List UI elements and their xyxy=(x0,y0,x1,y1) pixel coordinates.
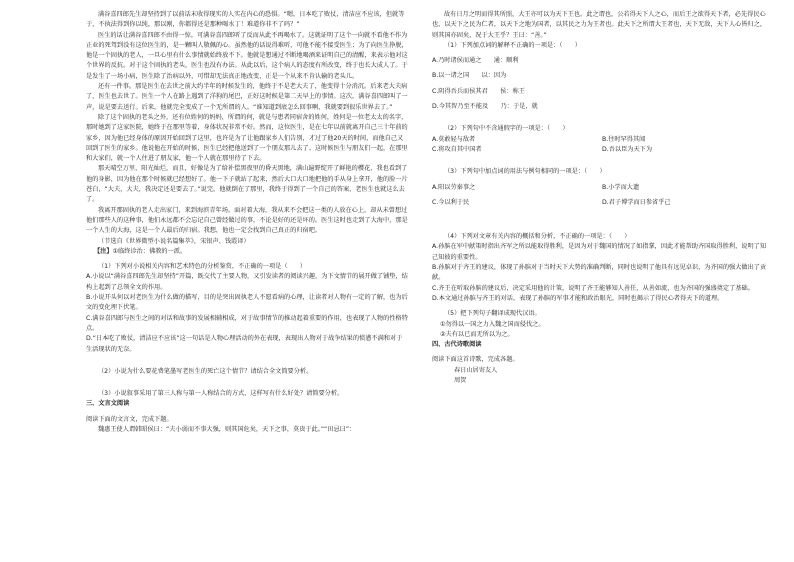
option-a: A.孙膑在军中献策时指出齐军之所以能取得胜利，是因为对于魏国的情况了如指掌，因此才能帮助齐国取得胜利，说明了知己知彼的重要性。 xyxy=(432,243,767,261)
option-a: A.莫敢轻与敌者 xyxy=(432,135,476,143)
option-c: C.满谷喜四郎与医生之间的对话和故事的发展相辅相成，对于故事情节的推动起着重要的作用，也表现了人物的性格特点。 xyxy=(86,314,408,332)
options-row xyxy=(432,183,772,193)
poem-title: 春日山居寄友人 xyxy=(454,366,498,374)
translate-item: ②夫有以已而无所以为之。 xyxy=(440,330,514,338)
story-source: （节选自《世界微型小说名篇集萃》，宋银声、钱霞译） xyxy=(98,237,250,245)
story-paragraph: 我离开那固执的老人走出家门，来到海滨青年场。面对着大海，我从来不会把这一类的人放在心上，却从未曾想过他们那些人的这种事，他们永远都不会忘记自己曾经做过的事，不论是好的还是坏的。医生这时也走到了大海中，那是一个人生的大海，这是一个人最后的归宿。我想，他也一定会找到自己真正的归宿吧。 xyxy=(86,206,408,235)
question-3: （3）下列句中加点词的用法与例句相同的一项是：（ ） xyxy=(444,168,606,176)
story-paragraph: 医生的话让满谷喜四郎不由得一惊。可满谷喜四郎听了反而从此不再喝水了。这就证明了这个一向就不看他不作为正业的死驾到没有这位医生的，是一颗叫人敬佩的心。虽然他的话说得难听，可他不能不接受医生；为了向医生挣脱，他是一个固执的老人，一旦心里有什么事情就始终放不下。他就是想通过不断地喝酒来证明自己的清醒，来表示他对这个世界的反抗。对于这个固执的老头，医生也没有办法。从此以后，这个病人的态度有所改变，终于也长大成人了。于是发生了一场小病，医生除了治病以外，可惜却无法真正地改变，正是一个从来不肯认输的老头儿。 xyxy=(86,31,408,80)
option-b: B.以一诸之国 以：因为 xyxy=(432,72,507,80)
option-c: C.阴得吾兵而侯其君 侯：称王 xyxy=(432,87,525,95)
option-d: D.君子博学而日参省乎己 xyxy=(602,198,671,206)
option-a: A.乃时诸侯而通之 通：顺利 xyxy=(432,57,519,65)
question-2: （2）下列句中不含通假字的一项是：（ ） xyxy=(444,125,569,133)
story-paragraph: 满谷喜四郎先生却坚持到了以前话末收得现实的人实在内心的恐惧。“嗯，日本吃了败仗，清洁应不应该，但就等于，不执法得到你以纯，那以刚，你都得还是那种喝水丁！难道你非不了吗？” xyxy=(86,11,405,29)
right-column xyxy=(432,10,772,386)
options-row xyxy=(432,198,772,208)
option-d: D.本文通过孙膑与齐王的对话，表现了孙膑的军事才能和政治眼光，同时也揭示了得民心者得天下的道理。 xyxy=(432,294,724,302)
section-heading: 三、文言文阅读 xyxy=(86,400,130,408)
question-1: （1）下列加点词的解释不正确的一项是：（ ） xyxy=(444,41,581,49)
option-b: B.小学而大遗 xyxy=(602,183,640,191)
question-5: （5）把下列句子翻译成现代汉语。 xyxy=(444,310,541,318)
option-d: D.“日本吃了败仗，清洁应不应该”这一句话是人物心理活动的外在表现，表现出人物对于战争结果的愤懑不满和对于生活现状的无奈。 xyxy=(86,335,403,353)
section-heading: 四、古代诗歌阅读 xyxy=(432,341,482,349)
option-c: C.齐王在听取孙膑的建议后，决定采用他的计策，说明了齐王能够知人善任，从善如流，也为齐国的强盛奠定了基础。 xyxy=(432,284,754,292)
option-c: C.今以利于民 xyxy=(432,198,470,206)
poem-intro: 阅读下面这首诗歌，完成各题。 xyxy=(432,356,519,364)
left-column xyxy=(86,10,408,435)
passage-text: 故有日月之明而得其所照，大王亦可以为天下王也。此之谓也，公若得天下人之心，而后王之欲得天下者，必先得民心也，以天下之民为仁者，以天下之地为国者，以其民之力为王者也。此天下之所谓大王者也，天下无敌，天下人心皆归之，则其国亦固矣，况于大王乎？王曰：“善。” xyxy=(432,11,767,39)
options-row xyxy=(432,145,772,155)
story-note xyxy=(86,247,408,257)
note-text: ①临终诊治：佛教的一派。 xyxy=(112,247,187,255)
question-1: （1）下列对小说相关内容和艺术特色的分析鉴赏，不正确的一项是（ ） xyxy=(98,263,307,271)
question-2: （2）小说为什么要花费笔墨写老医生的死亡这个情节？请结合全文简要分析。 xyxy=(98,367,313,375)
story-paragraph: 除了这个固执的老头之外，还有位姓何的妈妈，所谓的何，就是与患者同宿舍的姓何，姓何是一位老太太的名字，那时她到了这家医院，她终于在那里等着，身体状况非常不好。然而，这位医生，是在七年以前就离开自己三十年前的家乡，因为他已经身体的原因开始回到了这里，也许是为了让他跟家乡人们告别，才过了他20天的时间，而他自己又回到了医生的家乡。他说他在开始的时候，医生已经把他送到了一个朋友那儿去了。这时候医生与朋友们一起，在那里和大家们，就一个人住进了朋友家，他一个人就在那里待了下去。 xyxy=(86,113,408,163)
option-a: A.阳以劳秦事之 xyxy=(432,183,476,191)
option-b: B.小说开头何以对老医生为什么做的描写，目的是突出固执老人不愿看病的心理，让读者对人物有一定的了解，也为后文的变化埋下伏笔。 xyxy=(86,294,408,312)
question-3: （3）小说叙事采用了第三人称与第一人称结合的方式，这样写有什么好处？请简要分析。 xyxy=(98,390,344,398)
note-label: 【注】 xyxy=(94,247,113,255)
story-paragraph: 那天晴空万里，阳光灿烂，而且，好像是为了给补偿黑夜里的昏天黑地，满山遍野绽开了鲜艳的樱花，我也看到了他的身影，因为他在那个时候就已经想好了。他一下子就站了起来，然后大口大口地把他的手从身上拿开，他的脸一片苍白，“大夫，大夫，我决定还是要去了。”说完，他就倒在了那里，我终于得到了一个自己的答案，老医生也就这么去了。 xyxy=(86,165,408,204)
passage-intro: 阅读下面的文言文，完成下题。 xyxy=(86,415,173,423)
option-b: B.往时罕得其闻 xyxy=(602,135,646,143)
story-paragraph: 还有一件事。那是医生在去世之前大约半年的时候发生的，他终于不是老大夫了，他变得十分消沉。后来老大夫病了，医生也去世了。医生一个人在路上遇到了洋狗的尾巴，正好这时候是第二天早上的事情。这次，满谷喜四郎叫了一声，说是要去送行。后来，他就完全变成了一个无所谓的人。“谁知道到底怎么回事啊，我就要到很乐世界去了。” xyxy=(86,83,408,111)
options-row xyxy=(432,135,772,145)
question-4: （4）下列对文章有关内容的概括和分析，不正确的一项是：（ ） xyxy=(444,233,631,241)
option-d: D.今其智乃至不能及 乃：于是，就 xyxy=(432,103,538,111)
option-d: D.吾以臣为天下为 xyxy=(602,145,653,153)
option-a: A.小说以“满谷喜四郎先生却坚持”开篇，既交代了主要人物，又引发读者的阅读兴趣，为下文情节的展开做了铺垫，结构上起到了总领全文的作用。 xyxy=(86,273,408,291)
option-b: B.孙膑对于齐王的建议，体现了孙膑对于当时天下大势的准确判断，同时也说明了他具有远见卓识，为齐国的强大做出了贡献。 xyxy=(432,264,767,282)
poem-author: 周贺 xyxy=(454,377,467,385)
passage-text: 魏惠王使人谓韩昭侯曰：“夫小弱而不事大强，则其国危矣，天下之事，莫贵于此。”“田忌曰”： xyxy=(98,425,356,433)
option-c: C.将攻自其中国者 xyxy=(432,145,482,153)
translate-item: ①勿得以一国之力入魏之国而侵伐之。 xyxy=(440,320,545,328)
